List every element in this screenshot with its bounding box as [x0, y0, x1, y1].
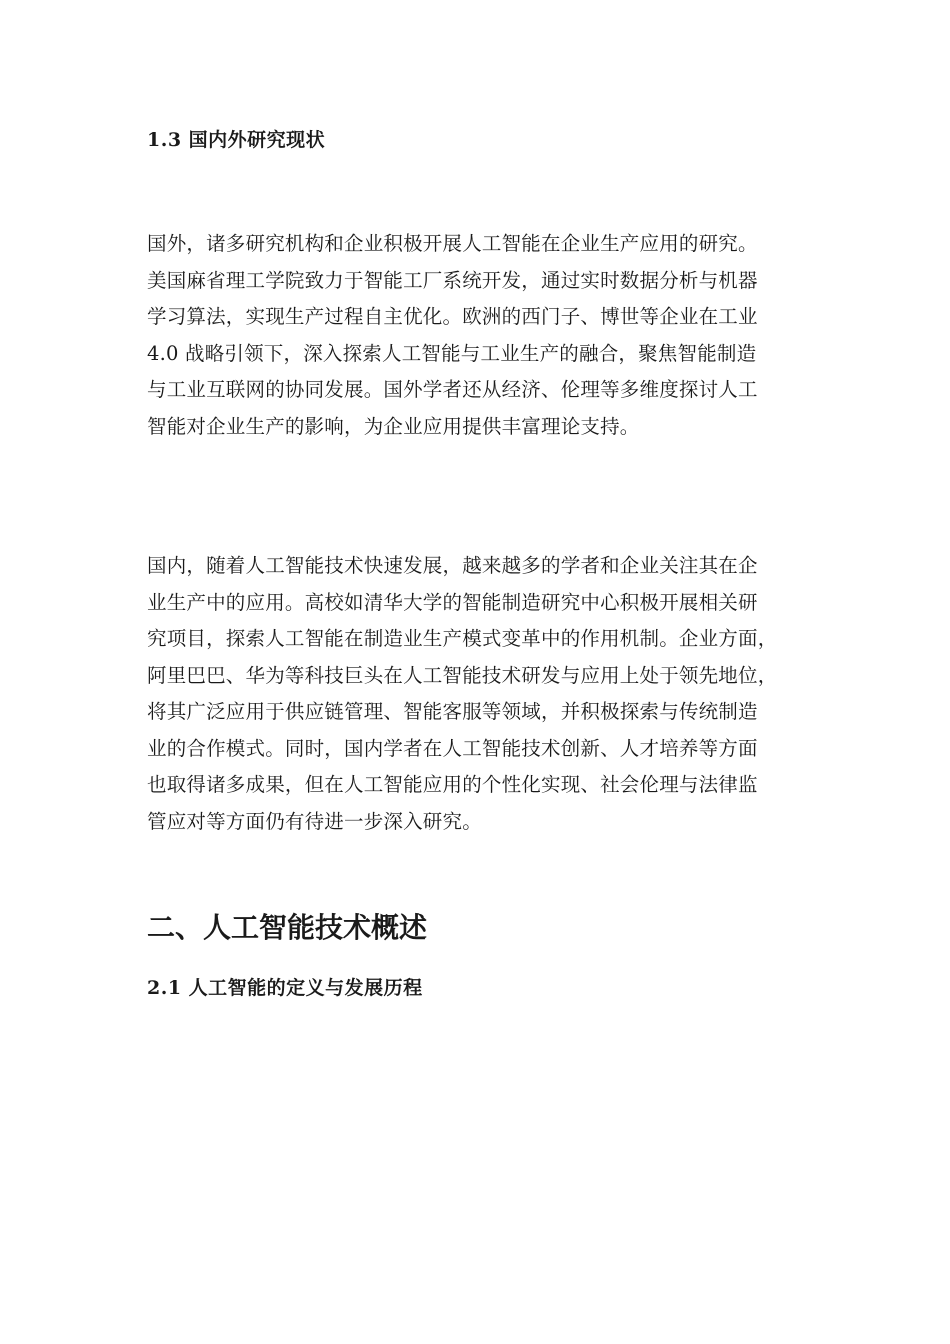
paragraph-line: 究项目，探索人工智能在制造业生产模式变革中的作用机制。企业方面， — [147, 627, 778, 650]
paragraph-line: 国外，诸多研究机构和企业积极开展人工智能在企业生产应用的研究。 — [147, 232, 758, 255]
domestic-research-paragraph — [147, 548, 811, 840]
paragraph-line: 业的合作模式。同时，国内学者在人工智能技术创新、人才培养等方面 — [147, 736, 758, 760]
paragraph-line: 将其广泛应用于供应链管理、智能客服等领域，并积极探索与传统制造 — [147, 700, 758, 723]
paragraph-line: 与工业互联网的协同发展。国外学者还从经济、伦理等多维度探讨人工 — [147, 378, 758, 401]
paragraph-line: 业生产中的应用。高校如清华大学的智能制造研究中心积极开展相关研 — [147, 590, 758, 614]
paragraph-line: 管应对等方面仍有待进一步深入研究。 — [147, 809, 482, 833]
paragraph-line: 国内，随着人工智能技术快速发展，越来越多的学者和企业关注其在企 — [147, 554, 758, 577]
paragraph-line: 智能对企业生产的影响，为企业应用提供丰富理论支持。 — [147, 414, 640, 438]
paragraph-line: 学习算法，实现生产过程自主优化。欧洲的西门子、博世等企业在工业 — [147, 305, 758, 328]
paragraph-line: 4.0 战略引领下，深入探索人工智能与工业生产的融合，聚焦智能制造 — [147, 341, 757, 365]
section-heading-2-1: 2.1 人工智能的定义与发展历程 — [147, 977, 423, 999]
section-heading-1-3: 1.3 国内外研究现状 — [147, 129, 326, 151]
paragraph-line: 美国麻省理工学院致力于智能工厂系统开发，通过实时数据分析与机器 — [147, 268, 758, 292]
paragraph-line: 也取得诸多成果，但在人工智能应用的个性化实现、社会伦理与法律监 — [147, 773, 758, 796]
paragraph-line: 阿里巴巴、华为等科技巨头在人工智能技术研发与应用上处于领先地位， — [147, 663, 778, 687]
foreign-research-paragraph — [147, 226, 811, 445]
chapter-heading-2: 二、人工智能技术概述 — [147, 911, 428, 944]
